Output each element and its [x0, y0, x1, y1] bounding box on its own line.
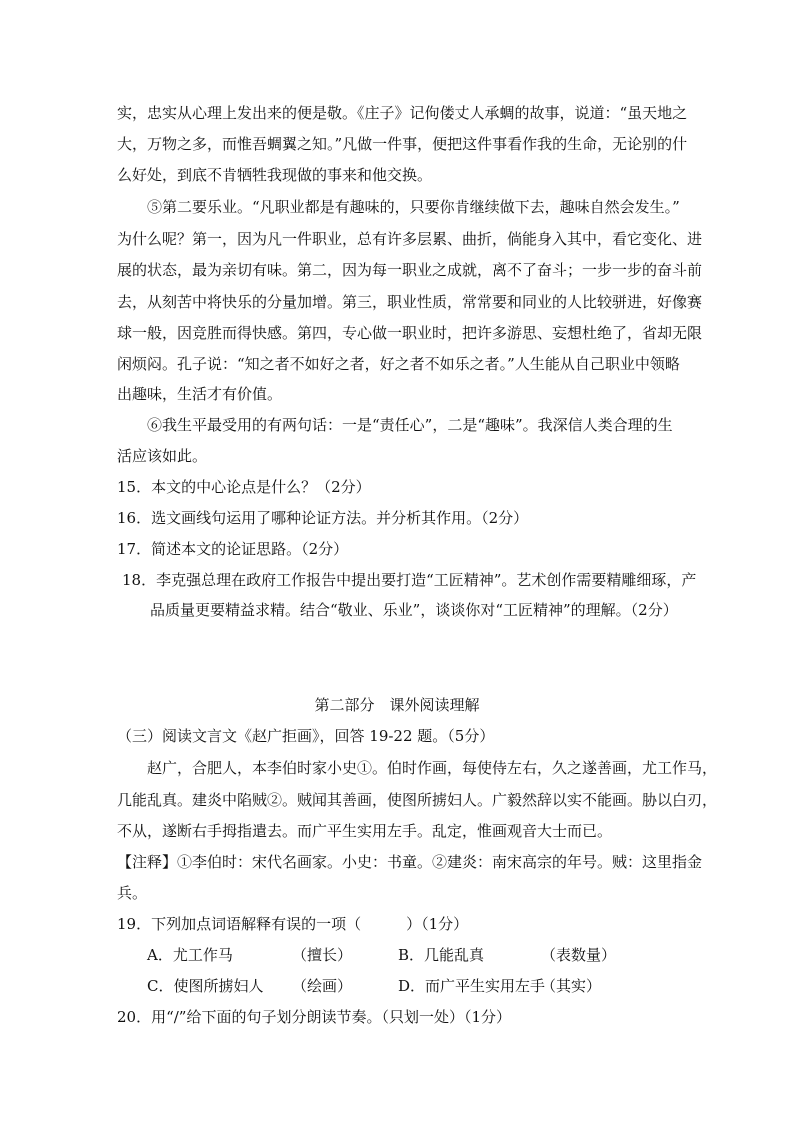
question-18-line-1: 18．李克强总理在政府工作报告中提出要打造“工匠精神”。艺术创作需要精雕细琢，产 — [122, 571, 697, 589]
passage-line: 大，万物之多，而惟吾蜩翼之知。”凡做一件事，便把这件事看作我的生命，无论别的什 — [117, 135, 688, 153]
paragraph-5-line: 闲烦闷。孔子说：“知之者不如好之者，好之者不如乐之者。”人生能从自己职业中领略 — [117, 355, 680, 373]
option-a-label: A．尤工作马 — [147, 946, 233, 964]
passage-line: 么好处，到底不肯牺牲我现做的事来和他交换。 — [117, 166, 433, 184]
option-c-label: C．使图所掳妇人 — [147, 977, 264, 995]
section-3-intro: （三）阅读文言文《赵广拒画》，回答 19-22 题。（5分） — [117, 727, 495, 745]
option-b-gloss: （表数量） — [541, 946, 617, 964]
classical-text-line: 不从，遂断右手拇指遣去。而广平生实用左手。乱定，惟画观音大士而已。 — [117, 822, 613, 840]
paragraph-5-line: ⑤第二要乐业。“凡职业都是有趣味的，只要你肯继续做下去，趣味自然会发生。” — [147, 198, 680, 216]
annotation-line: 兵。 — [117, 884, 148, 902]
part-2-heading: 第二部分 课外阅读理解 — [314, 696, 480, 714]
paragraph-5-line: 出趣味，生活才有价值。 — [117, 385, 283, 403]
paragraph-6-line: 活应该如此。 — [117, 447, 208, 465]
paragraph-5-line: 球一般，因竞胜而得快感。第四，专心做一职业时，把许多游思、妄想杜绝了，省却无限 — [117, 324, 703, 342]
classical-text-line: 几能乱真。建炎中陷贼②。贼闻其善画，使图所掳妇人。广毅然辞以实不能画。胁以白刃， — [117, 791, 718, 809]
paragraph-5-line: 为什么呢？第一，因为凡一件职业，总有许多层累、曲折，倘能身入其中，看它变化、进 — [117, 230, 703, 248]
paragraph-6-line: ⑥我生平最受用的有两句话：一是“责任心”，二是“趣味”。我深信人类合理的生 — [147, 416, 673, 434]
question-19: 19．下列加点词语解释有误的一项（ ）（1分） — [117, 915, 469, 933]
option-d-gloss: （其实） — [541, 977, 602, 995]
option-b-label: B．几能乱真 — [398, 946, 485, 964]
option-a-gloss: （擅长） — [292, 946, 353, 964]
paragraph-5-line: 去，从刻苦中将快乐的分量加增。第三，职业性质，常常要和同业的人比较骈进，好像赛 — [117, 293, 703, 311]
question-18-line-2: 品质量更要精益求精。结合“敬业、乐业”，谈谈你对“工匠精神”的理解。（2分） — [150, 601, 678, 619]
question-17: 17．简述本文的论证思路。（2分） — [117, 540, 349, 558]
question-16: 16．选文画线句运用了哪种论证方法。并分析其作用。（2分） — [117, 509, 529, 527]
question-20: 20．用“/”给下面的句子划分朗读节奏。（只划一处）（1分） — [117, 1008, 512, 1026]
paragraph-5-line: 展的状态，最为亲切有味。第二，因为每一职业之成就，离不了奋斗；一步一步的奋斗前 — [117, 261, 703, 279]
option-c-gloss: （绘画） — [292, 977, 353, 995]
classical-text-line: 赵广，合肥人，本李伯时家小史①。伯时作画，每使侍左右，久之遂善画，尤工作马， — [147, 759, 718, 777]
annotation-line: 【注释】①李伯时：宋代名画家。小史：书童。②建炎：南宋高宗的年号。贼：这里指金 — [117, 853, 703, 871]
question-15: 15．本文的中心论点是什么？（2分） — [117, 478, 371, 496]
option-d-label: D．而广平生实用左手 — [398, 977, 546, 995]
passage-line: 实，忠实从心理上发出来的便是敬。《庄子》记佝偻丈人承蜩的故事，说道：“虽天地之 — [117, 104, 688, 122]
